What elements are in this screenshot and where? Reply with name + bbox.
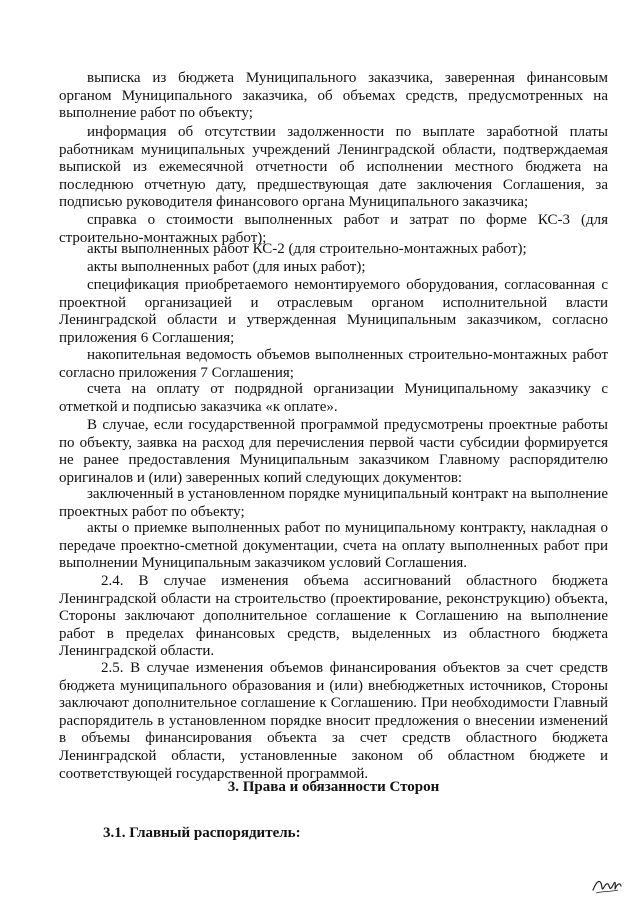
paragraph-debt-info: информация об отсутствии задолженности по выплате заработной платы работникам муниципальных учреждений Ленинградской области, подтверждаемая выпиской из ежемесячной отчетности об исполнении местного бюджета на последнюю отчетную дату, предшествующая дате заключения Соглашения, за подписью руководителя финансового органа Муниципального заказчика;	[59, 124, 608, 211]
handwritten-initials	[590, 872, 624, 896]
paragraph-invoices: счета на оплату от подрядной организации Муниципальному заказчику с отметкой и подписью заказчика «к оплате».	[59, 381, 608, 415]
paragraph-budget-extract: выписка из бюджета Муниципального заказчика, заверенная финансовым органом Муниципального заказчика, об объемах средств, предусмотренных на выполнение работ по объекту;	[59, 70, 608, 122]
paragraph-equipment-spec: спецификация приобретаемого немонтируемого оборудования, согласованная с проектной организацией и отраслевым органом исполнительной власти Ленинградской области и утвержденная Муниципальным заказчиком, согласно приложения 6 Соглашения;	[59, 277, 608, 346]
clause-2-4: 2.4. В случае изменения объема ассигнований областного бюджета Ленинградской области на строительство (проектирование, реконструкцию) объекта, Стороны заключают дополнительное соглашение к Соглашению на выполнение работ в пределах финансовых средств, выделенных из областного бюджета Ленинградской области.	[59, 573, 608, 660]
paragraph-municipal-contract: заключенный в установленном порядке муниципальный контракт на выполнение проектных работ по объекту;	[59, 486, 608, 520]
section-heading: 3. Права и обязанности Сторон	[227, 779, 440, 795]
paragraph-design-works: В случае, если государственной программой предусмотрены проектные работы по объекту, заявка на расход для перечисления первой части субсидии формируется не ранее предоставления Муниципальным заказчиком Главному распорядителю оригиналов и (или) заверенных копий следующих документов:	[59, 417, 608, 486]
paragraph-ks3-certificate: справка о стоимости выполненных работ и затрат по форме КС-3 (для строительно-монтажных работ);	[59, 212, 608, 246]
subsection-heading: 3.1. Главный распорядитель:	[103, 825, 301, 841]
paragraph-ks2-acts: акты выполненных работ КС-2 (для строительно-монтажных работ);	[87, 241, 527, 257]
paragraph-cumulative-statement: накопительная ведомость объемов выполненных строительно-монтажных работ согласно приложения 7 Соглашения;	[59, 347, 608, 381]
paragraph-acceptance-acts: акты о приемке выполненных работ по муниципальному контракту, накладная о передаче проектно-сметной документации, счета на оплату выполненных работ при выполнении Муниципальным заказчиком условий Соглашения.	[59, 520, 608, 572]
paragraph-other-acts: акты выполненных работ (для иных работ);	[87, 259, 366, 275]
clause-2-5: 2.5. В случае изменения объемов финансирования объектов за счет средств бюджета муниципального образования и (или) внебюджетных источников, Стороны заключают дополнительное соглашение к Соглашению. При необходимости Главный распорядитель в установленном порядке вносит предложения о внесении изменений в объемы финансирования объекта за счет средств областного бюджета Ленинградской области, установленные законом об областном бюджете и соответствующей государственной программой.	[59, 660, 608, 782]
